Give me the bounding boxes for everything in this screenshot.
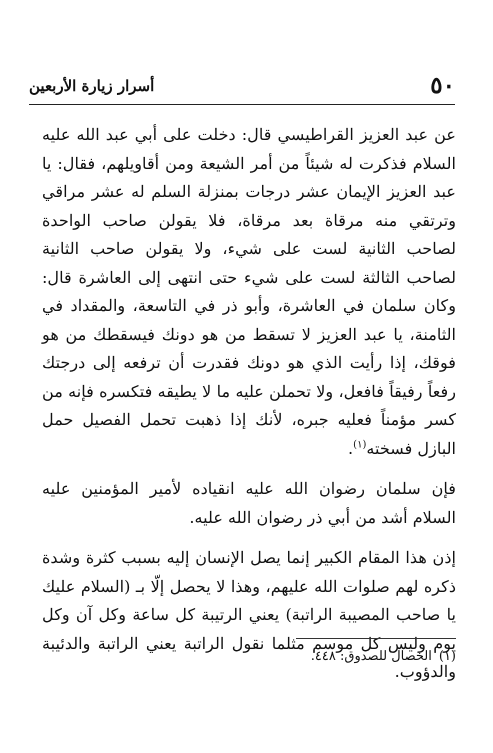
running-title: أسرار زيارة الأربعين — [29, 77, 155, 95]
footnote — [311, 647, 456, 667]
paragraph-2: فإن سلمان رضوان الله عليه انقياده لأمير المؤمنين عليه السلام أشد من أبي ذر رضوان الله عليه. — [42, 479, 456, 527]
page-header — [29, 70, 455, 104]
body-text — [42, 121, 456, 699]
paragraph-3: إذن هذا المقام الكبير إنما يصل الإنسان إليه بسبب كثرة وشدة ذكره لهم صلوات الله عليهم، وهذا لا يحصل إلّا بـ (السلام عليك يا صاحب المصيبة الراتبة) يعني الرتيبة كل ساعة وكل آن وكل يوم وليس كل موسم مثلما نقول الراتبة يعني الراتبة والدئيبة والدؤوب. — [42, 548, 456, 681]
page-number: ٥٠ — [430, 72, 455, 99]
footnote-reference: (١) — [353, 439, 367, 451]
paragraph-1 — [42, 121, 456, 463]
paragraph-1-end: . — [348, 438, 354, 458]
paragraph-1-text: عن عبد العزيز القراطيسي قال: دخلت على أبي عبد الله عليه السلام فذكرت له شيئاً من أمر الشيعة ومن أقاويلهم، فقال: يا عبد العزيز الإيمان عشر درجات بمنزلة السلم له عشر مراقي وترتقي منه مرقاة بعد مرقاة، فلا يقولن صاحب الواحدة لصاحب الثانية لست على شيء، ولا يقولن صاحب الثانية لصاحب الثالثة لست على شيء حتى انتهى إلى العاشرة قال: وكان سلمان في العاشرة، وأبو ذر في التاسعة، والمقداد في الثامنة، يا عبد العزيز لا تسقط من هو دونك فيسقطك من هو فوقك، إذا رأيت الذي هو دونك فقدرت أن ترفعه إلى درجتك رفعاً رفيقاً فافعل، ولا تحملن عليه ما لا يطيقه فتكسره فإنه من كسر مؤمناً فعليه جبره، لأنك إذا ذهبت تحمل الفصيل حمل البازل فسخته — [42, 125, 456, 458]
footnote-text: الخصال للصدوق: ٤٤٨. — [310, 649, 432, 664]
footnote-number: (١) — [438, 649, 456, 664]
header-rule — [29, 104, 455, 105]
footnote-rule — [296, 638, 456, 639]
